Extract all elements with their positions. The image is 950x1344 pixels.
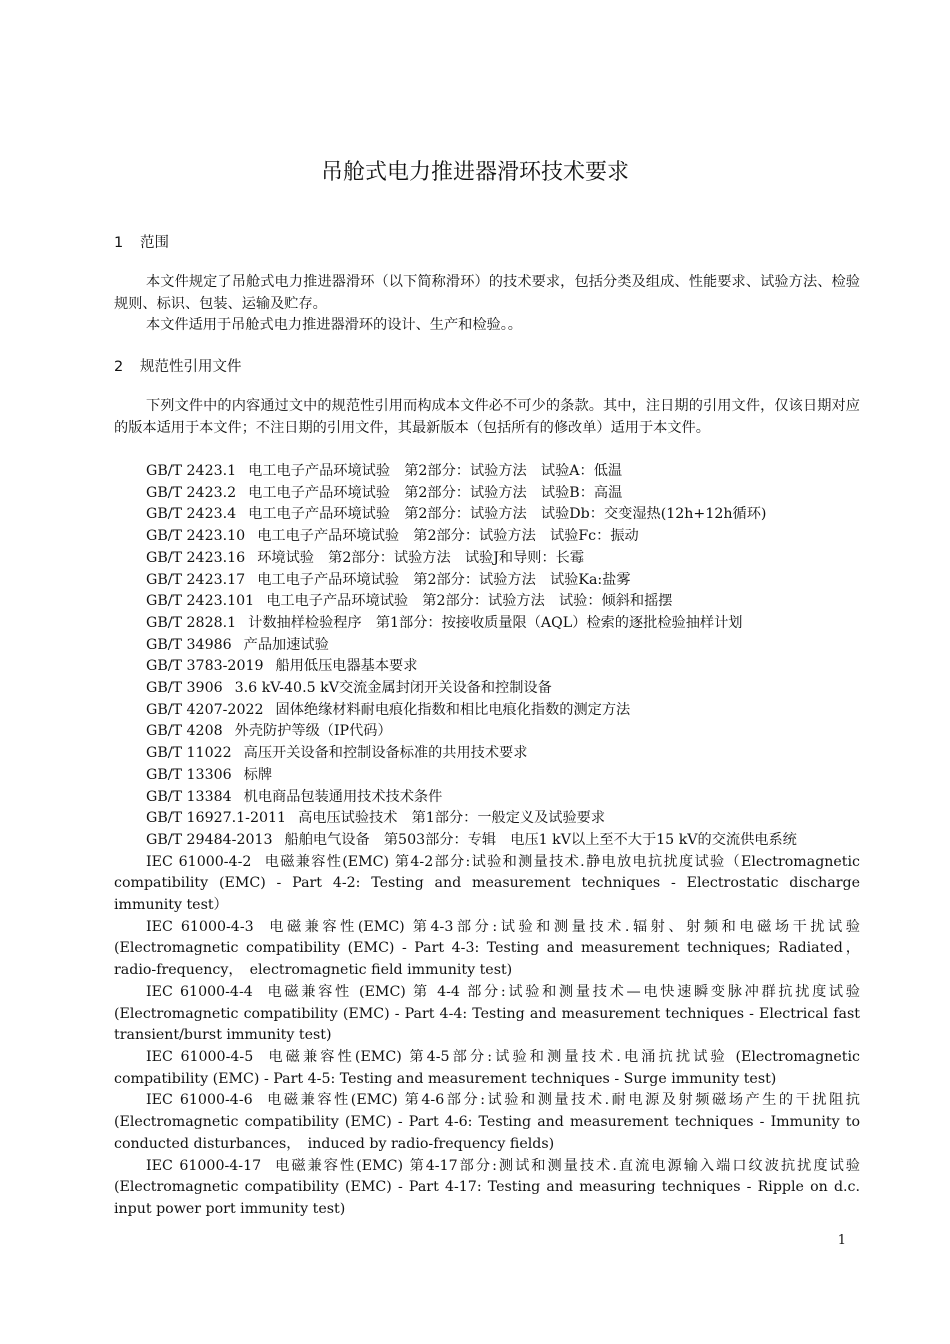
reference-item: GB/T 13306 标牌 bbox=[146, 766, 273, 783]
references-intro: 下列文件中的内容通过文中的规范性引用而构成本文件必不可少的条款。其中，注日期的引用文件，仅该日期对应的版本适用于本文件；不注日期的引用文件，其最新版本（包括所有的修改单）适用于本文件。 bbox=[114, 398, 860, 436]
reference-item: GB/T 2423.2 电工电子产品环境试验 第2部分：试验方法 试验B：高温 bbox=[146, 484, 623, 501]
reference-item: GB/T 3783-2019 船用低压电器基本要求 bbox=[146, 658, 418, 675]
page-number: 1 bbox=[837, 1233, 846, 1248]
reference-item: GB/T 4207-2022 固体绝缘材料耐电痕化指数和相比电痕化指数的测定方法 bbox=[146, 701, 631, 718]
section-2-number: 2 bbox=[114, 359, 124, 375]
reference-item: IEC 61000-4-3 电磁兼容性(EMC) 第4-3部分:试验和测量技术.辐射、射频和电磁场干扰试验(Electromagnetic compatibility (EMC) - Part 4-3: Testing and measurement techniques; Radiated，radio-frequency， electromagnetic field immunity test) bbox=[114, 918, 860, 979]
reference-item: GB/T 11022 高压开关设备和控制设备标准的共用技术要求 bbox=[146, 745, 528, 762]
section-1-number: 1 bbox=[114, 235, 124, 251]
reference-item: GB/T 2423.16 环境试验 第2部分：试验方法 试验J和导则：长霉 bbox=[146, 549, 585, 566]
reference-item: GB/T 3906 3.6 kV-40.5 kV交流金属封闭开关设备和控制设备 bbox=[146, 680, 552, 697]
reference-item: IEC 61000-4-6 电磁兼容性(EMC) 第4-6部分:试验和测量技术.耐电源及射频磁场产生的干扰阻抗(Electromagnetic compatibility (EMC) - Part 4-6: Testing and measurement techniques - Immunity to conducted disturbances， induced by radio-frequency fields) bbox=[114, 1092, 860, 1152]
section-1-heading bbox=[114, 232, 169, 254]
reference-item: GB/T 16927.1-2011 高电压试验技术 第1部分：一般定义及试验要求 bbox=[146, 810, 606, 827]
reference-item: GB/T 2423.1 电工电子产品环境试验 第2部分：试验方法 试验A：低温 bbox=[146, 463, 623, 479]
reference-item: IEC 61000-4-17 电磁兼容性(EMC) 第4-17部分:测试和测量技术.直流电源输入端口纹波抗扰度试验 (Electromagnetic compatibility (EMC) - Part 4-17: Testing and measuring techniques - Ripple on d.c. input power port immunity test) bbox=[114, 1157, 860, 1217]
reference-item: GB/T 4208 外壳防护等级（IP代码） bbox=[146, 723, 392, 740]
reference-item: GB/T 2423.101 电工电子产品环境试验 第2部分：试验方法 试验：倾斜和摇摆 bbox=[146, 593, 673, 610]
reference-item: GB/T 2423.10 电工电子产品环境试验 第2部分：试验方法 试验Fc：振动 bbox=[146, 528, 639, 545]
scope-paragraph-2: 本文件适用于吊舱式电力推进器滑环的设计、生产和检验。。 bbox=[146, 317, 522, 333]
scope-paragraph-1: 本文件规定了吊舱式电力推进器滑环（以下简称滑环）的技术要求，包括分类及组成、性能要求、试验方法、检验规则、标识、包装、运输及贮存。 bbox=[114, 274, 860, 312]
reference-item: IEC 61000-4-5 电磁兼容性(EMC) 第4-5部分:试验和测量技术.电涌抗扰试验 (Electromagnetic compatibility (EMC) - Part 4-5: Testing and measurement techniques - Surge immunity test) bbox=[114, 1048, 860, 1087]
reference-list bbox=[114, 461, 860, 1221]
reference-item: GB/T 29484-2013 船舶电气设备 第503部分：专辑 电压1 kV以上至不大于15 kV的交流供电系统 bbox=[146, 831, 797, 848]
reference-item: GB/T 34986 产品加速试验 bbox=[146, 636, 329, 653]
section-2-heading bbox=[114, 356, 242, 378]
reference-item: GB/T 13384 机电商品包装通用技术技术条件 bbox=[146, 788, 443, 805]
reference-item: IEC 61000-4-2 电磁兼容性(EMC) 第4-2部分:试验和测量技术.静电放电抗扰度试验（Electromagnetic compatibility (EMC) - Part 4-2: Testing and measurement techniques - Electrostatic discharge immunity test） bbox=[114, 853, 860, 914]
reference-item: GB/T 2828.1 计数抽样检验程序 第1部分：按接收质量限（AQL）检索的逐批检验抽样计划 bbox=[146, 614, 743, 631]
reference-item: IEC 61000-4-4 电磁兼容性 (EMC) 第 4-4 部分:试验和测量技术—电快速瞬变脉冲群抗扰度试验 (Electromagnetic compatibility (EMC) - Part 4-4: Testing and measurement techniques - Electrical fast transient/burst immunity test) bbox=[114, 983, 860, 1044]
reference-item: GB/T 2423.4 电工电子产品环境试验 第2部分：试验方法 试验Db：交变湿热(12h+12h循环) bbox=[146, 506, 767, 523]
section-2-title: 规范性引用文件 bbox=[140, 359, 242, 375]
document-title: 吊舱式电力推进器滑环技术要求 bbox=[320, 160, 629, 185]
reference-item: GB/T 2423.17 电工电子产品环境试验 第2部分：试验方法 试验Ka:盐雾 bbox=[146, 571, 631, 588]
section-1-title: 范围 bbox=[140, 235, 169, 251]
